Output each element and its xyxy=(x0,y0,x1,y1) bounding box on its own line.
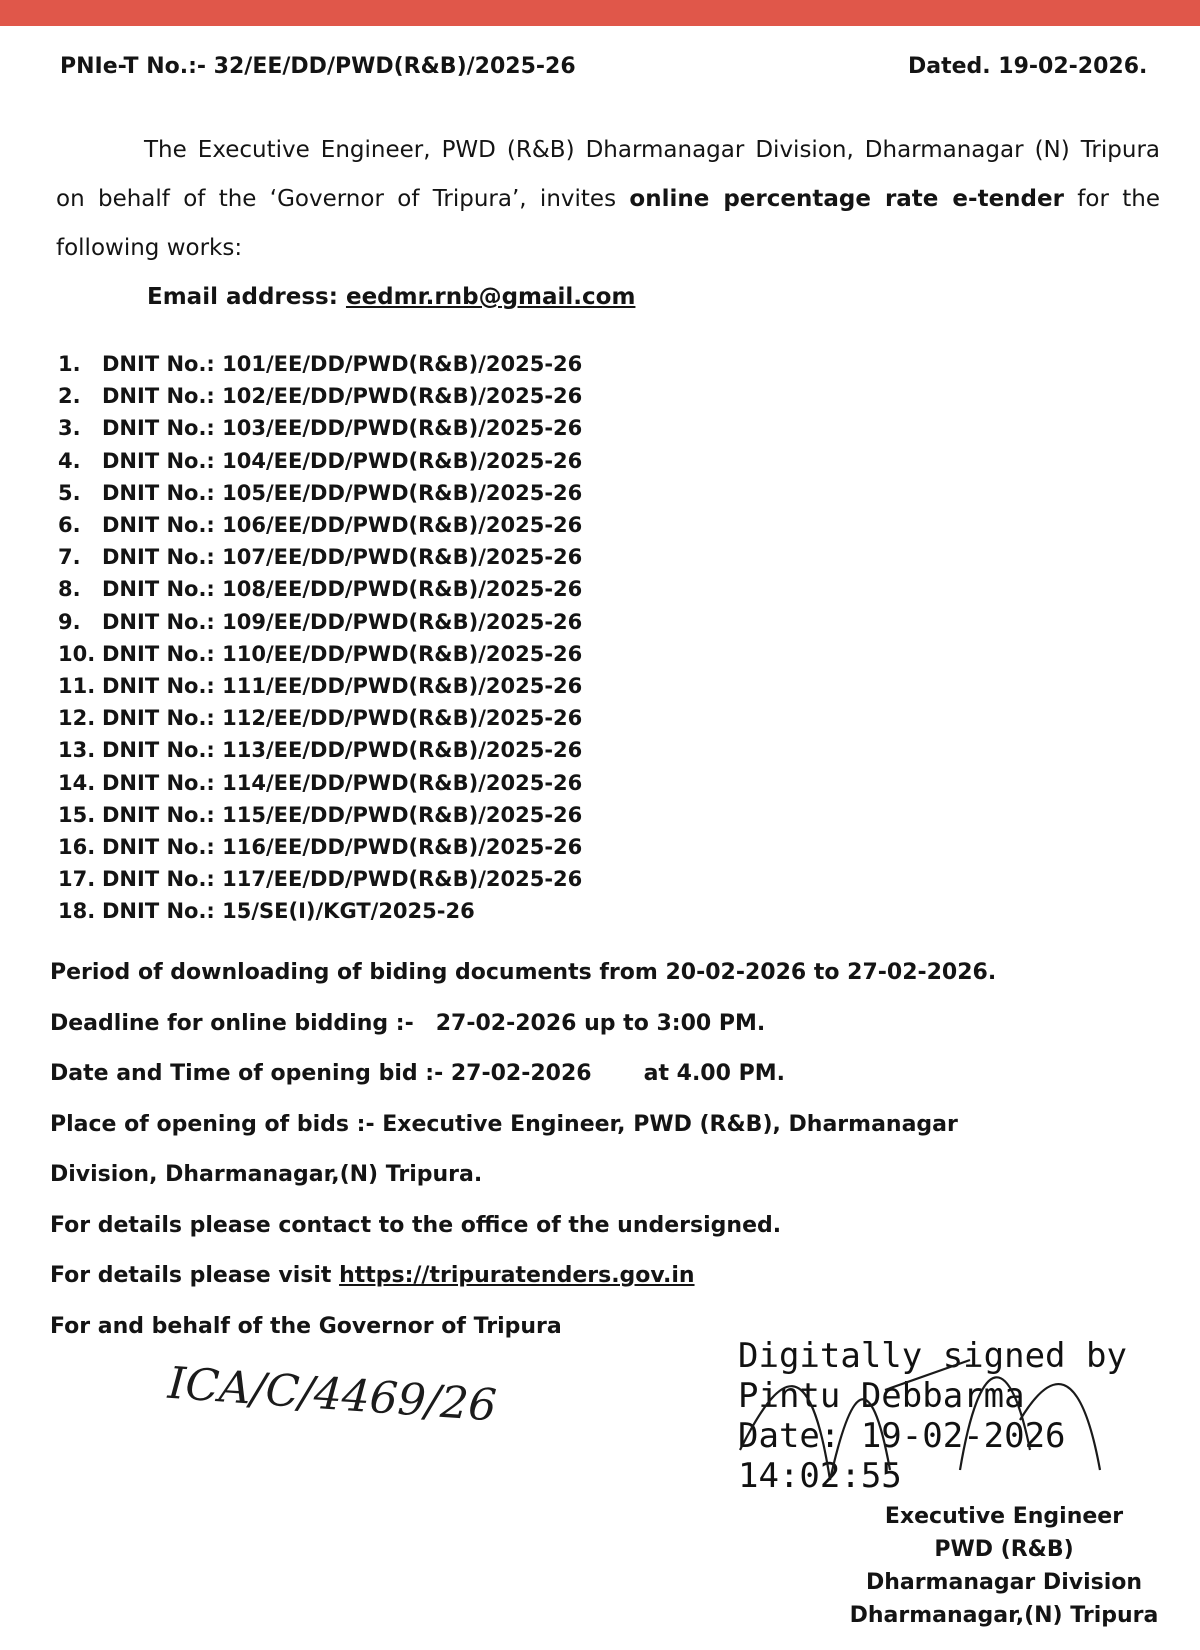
dnit-item-number: 12. xyxy=(58,706,96,731)
dnit-item-number: 1. xyxy=(58,352,81,376)
signature-line-4: 14:02:55 xyxy=(738,1456,902,1496)
opening-date: 27-02-2026 xyxy=(450,1061,592,1086)
dnit-list xyxy=(58,348,582,928)
dnit-item xyxy=(58,670,582,702)
signature-line-3: Date: 19-02-2026 xyxy=(738,1416,1066,1456)
opening-place-line2: Division, Dharmanagar,(N) Tripura. xyxy=(50,1162,483,1187)
dnit-item xyxy=(58,831,582,863)
visit-label: For details please visit xyxy=(50,1263,340,1288)
dnit-item xyxy=(58,477,582,509)
dnit-item-number: 15. xyxy=(58,802,96,827)
top-accent-bar xyxy=(0,0,1200,26)
dnit-item-number: 6. xyxy=(58,513,81,538)
behalf-line: For and behalf of the Governor of Tripura xyxy=(50,1313,562,1339)
signature-line-1: Digitally signed by xyxy=(738,1336,1127,1376)
notice-reference-number: PNIe-T No.:- 32/EE/DD/PWD(R&B)/2025-26 xyxy=(60,54,576,79)
dnit-item xyxy=(58,573,582,605)
dnit-item-number: 7. xyxy=(58,545,81,570)
dnit-item-text: DNIT No.: 105/EE/DD/PWD(R&B)/2025-26 xyxy=(102,480,583,505)
dnit-item-text: DNIT No.: 112/EE/DD/PWD(R&B)/2025-26 xyxy=(102,706,583,731)
dnit-item-text: DNIT No.: 103/EE/DD/PWD(R&B)/2025-26 xyxy=(102,416,583,441)
dnit-item-text: DNIT No.: 102/EE/DD/PWD(R&B)/2025-26 xyxy=(102,384,583,409)
dnit-item-number: 17. xyxy=(58,867,96,892)
dnit-item xyxy=(58,541,582,573)
deadline-value: 27-02-2026 up to 3:00 PM. xyxy=(435,1010,766,1036)
dnit-item-number: 3. xyxy=(58,416,81,441)
notice-date: Dated. 19-02-2026. xyxy=(908,54,1148,79)
dnit-item-text: DNIT No.: 106/EE/DD/PWD(R&B)/2025-26 xyxy=(102,513,583,538)
dnit-item-number: 9. xyxy=(58,609,81,634)
dnit-item-number: 8. xyxy=(58,577,81,602)
dnit-item xyxy=(58,734,582,766)
dnit-item-text: DNIT No.: 104/EE/DD/PWD(R&B)/2025-26 xyxy=(102,448,583,473)
tender-portal-link[interactable]: https://tripuratenders.gov.in xyxy=(339,1263,695,1288)
dnit-item xyxy=(58,638,582,670)
dnit-item-number: 4. xyxy=(58,448,81,473)
intro-paragraph xyxy=(56,126,1160,273)
dnit-item-text: DNIT No.: 117/EE/DD/PWD(R&B)/2025-26 xyxy=(102,867,583,892)
dnit-item xyxy=(58,445,582,477)
dnit-item-text: DNIT No.: 111/EE/DD/PWD(R&B)/2025-26 xyxy=(102,674,583,699)
dnit-item-number: 14. xyxy=(58,770,96,795)
dnit-item-text: DNIT No.: 110/EE/DD/PWD(R&B)/2025-26 xyxy=(102,641,583,666)
dnit-item-number: 2. xyxy=(58,384,81,409)
dnit-item xyxy=(58,509,582,541)
dnit-item xyxy=(58,606,582,638)
dnit-item xyxy=(58,799,582,831)
dnit-item xyxy=(58,895,582,927)
opening-place-line1: Place of opening of bids :- Executive Engineer, PWD (R&B), Dharmanagar xyxy=(50,1111,958,1137)
dnit-item xyxy=(58,380,582,412)
intro-text-bold: online percentage rate e-tender xyxy=(629,186,1064,212)
email-label: Email address: xyxy=(147,284,338,310)
deadline-line xyxy=(50,999,1100,1050)
officer-location: Dharmanagar,(N) Tripura xyxy=(849,1603,1159,1628)
deadline-label: Deadline for online bidding :- xyxy=(50,1010,414,1036)
dnit-item-text: DNIT No.: 115/EE/DD/PWD(R&B)/2025-26 xyxy=(102,802,583,827)
email-address-link[interactable]: eedmr.rnb@gmail.com xyxy=(345,284,636,310)
dnit-item-text: DNIT No.: 101/EE/DD/PWD(R&B)/2025-26 xyxy=(102,352,583,376)
officer-title: Executive Engineer xyxy=(884,1504,1124,1529)
officer-designation-block xyxy=(836,1500,1172,1632)
dnit-item-number: 16. xyxy=(58,835,96,860)
email-line xyxy=(147,284,635,310)
dnit-item-number: 10. xyxy=(58,641,96,666)
intro-text-part2: for the following works: xyxy=(56,186,1160,261)
dnit-item xyxy=(58,412,582,444)
dnit-item-text: DNIT No.: 109/EE/DD/PWD(R&B)/2025-26 xyxy=(102,609,583,634)
handwritten-signature-strokes xyxy=(720,1330,1160,1510)
dnit-item-text: DNIT No.: 114/EE/DD/PWD(R&B)/2025-26 xyxy=(102,770,583,795)
opening-time: at 4.00 PM. xyxy=(643,1061,785,1086)
visit-line xyxy=(50,1251,1100,1302)
officer-department: PWD (R&B) xyxy=(934,1537,1074,1562)
dnit-item xyxy=(58,348,582,380)
tender-details xyxy=(50,948,1100,1352)
dnit-item-text: DNIT No.: 113/EE/DD/PWD(R&B)/2025-26 xyxy=(102,738,583,763)
dnit-item-text: DNIT No.: 108/EE/DD/PWD(R&B)/2025-26 xyxy=(102,577,583,602)
opening-line xyxy=(50,1049,1100,1100)
dnit-item-number: 5. xyxy=(58,480,81,505)
dnit-item-number: 11. xyxy=(58,674,96,699)
dnit-item-text: DNIT No.: 15/SE(I)/KGT/2025-26 xyxy=(102,899,475,924)
handwritten-note-text: ICA/C/4469/26 xyxy=(166,1357,499,1432)
handwritten-reference-note xyxy=(164,1352,524,1432)
dnit-item xyxy=(58,702,582,734)
dnit-item-number: 13. xyxy=(58,738,96,763)
dnit-item xyxy=(58,863,582,895)
dnit-item-text: DNIT No.: 116/EE/DD/PWD(R&B)/2025-26 xyxy=(102,835,583,860)
officer-division: Dharmanagar Division xyxy=(865,1570,1143,1595)
dnit-item-number: 18. xyxy=(58,899,96,924)
dnit-item-text: DNIT No.: 107/EE/DD/PWD(R&B)/2025-26 xyxy=(102,545,583,570)
signature-line-2: Pintu Debbarma xyxy=(738,1376,1025,1416)
intro-text-part1: The Executive Engineer, PWD (R&B) Dharmanagar Division, Dharmanagar (N) Tripura on behalf of the ‘Governor of Tripura’, invites xyxy=(56,137,1160,212)
dnit-item xyxy=(58,767,582,799)
contact-line: For details please contact to the office of the undersigned. xyxy=(50,1212,782,1238)
opening-label: Date and Time of opening bid :- xyxy=(50,1061,444,1086)
download-period: Period of downloading of biding documents from 20-02-2026 to 27-02-2026. xyxy=(50,960,997,985)
